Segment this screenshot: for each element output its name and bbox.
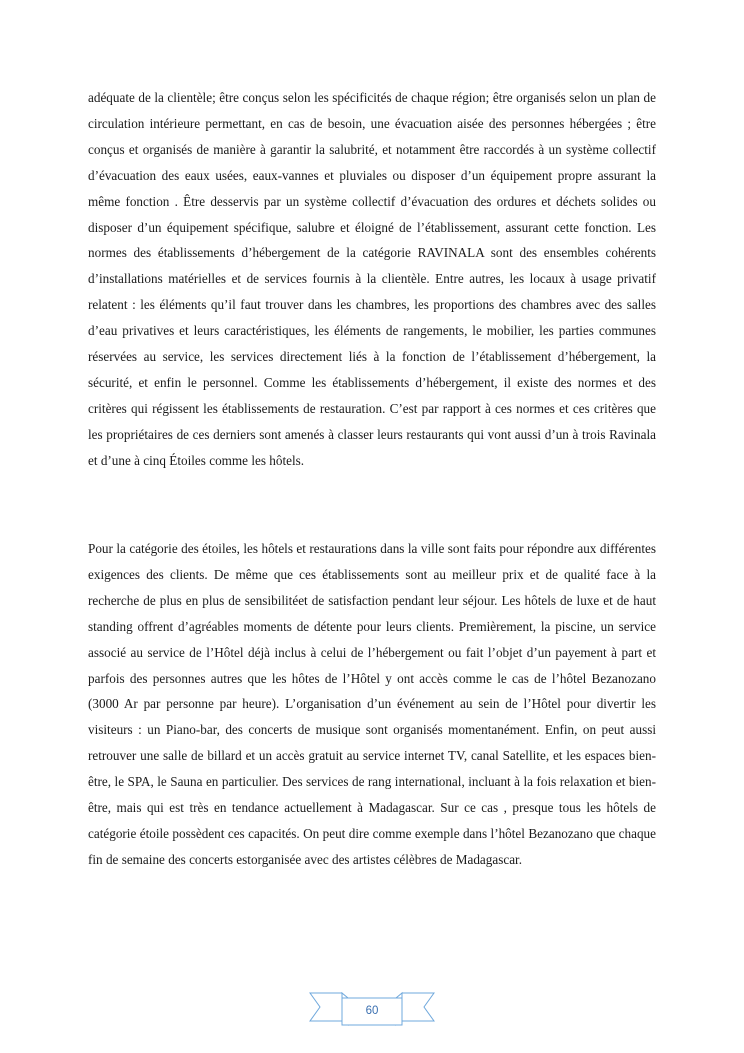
page-number-ribbon bbox=[308, 990, 436, 1028]
paragraph-2: Pour la catégorie des étoiles, les hôtels et restaurations dans la ville sont faits pour répondre aux différentes exigences des clients. De même que ces établissements sont au meilleur prix et de qualité face à la recherche de plus en plus de sensibilitéet de satisfaction pendant leur séjour. Les hôtels de luxe et de haut standing offrent d’agréables moments de détente pour leurs clients. Premièrement, la piscine, un service associé au service de l’Hôtel déjà inclus à celui de l’hébergement ou fait l’objet d’un payement à part et parfois des personnes autres que les hôtes de l’Hôtel y ont accès comme le cas de l’hôtel Bezanozano (3000 Ar par personne par heure). L’organisation d’un événement au sein de l’Hôtel pour divertir les visiteurs : un Piano-bar, des concerts de musique sont organisés momentanément. Enfin, on peut aussi retrouver une salle de billard et un accès gratuit au service internet TV, canal Satellite, et les espaces bien-être, le SPA, le Sauna en particulier. Des services de rang international, incluant à la fois relaxation et bien-être, mais qui est très en tendance actuellement à Madagascar. Sur ce cas , presque tous les hôtels de catégorie étoile possèdent ces capacités. On peut dire comme exemple dans l’hôtel Bezanozano que chaque fin de semaine des concerts estorganisée avec des artistes célèbres de Madagascar. bbox=[88, 541, 656, 867]
paragraph-1: adéquate de la clientèle; être conçus selon les spécificités de chaque région; être organisés selon un plan de circulation intérieure permettant, en cas de besoin, une évacuation aisée des personnes hébergées ; être conçus et organisés de manière à garantir la salubrité, et notamment être raccordés à un système collectif d’évacuation des eaux usées, eaux-vannes et pluviales ou disposer d’un équipement propre assurant la même fonction . Être desservis par un système collectif d’évacuation des ordures et déchets solides ou disposer d’un équipement spécifique, salubre et éloigné de l’établissement, assurant cette fonction. Les normes des établissements d’hébergement de la catégorie RAVINALA sont des ensembles cohérents d’installations matérielles et de services fournis à la clientèle. Entre autres, les locaux à usage privatif relatent : les éléments qu’il faut trouver dans les chambres, les proportions des chambres avec des salles d’eau privatives et leurs caractéristiques, les éléments de rangements, le mobilier, les parties communes réservées au service, les services directement liés à la fonction de l’établissement d’hébergement, la sécurité, et enfin le personnel. Comme les établissements d’hébergement, il existe des normes et des critères qui régissent les établissements de restauration. C’est par rapport à ces normes et ces critères que les propriétaires de ces derniers sont amenés à classer leurs restaurants qui vont aussi d’un à trois Ravinala et d’une à cinq Étoiles comme les hôtels. bbox=[88, 90, 656, 468]
page-number: 60 bbox=[365, 1005, 379, 1017]
body-text-block-2 bbox=[88, 536, 656, 873]
body-text-block-1 bbox=[88, 85, 656, 474]
